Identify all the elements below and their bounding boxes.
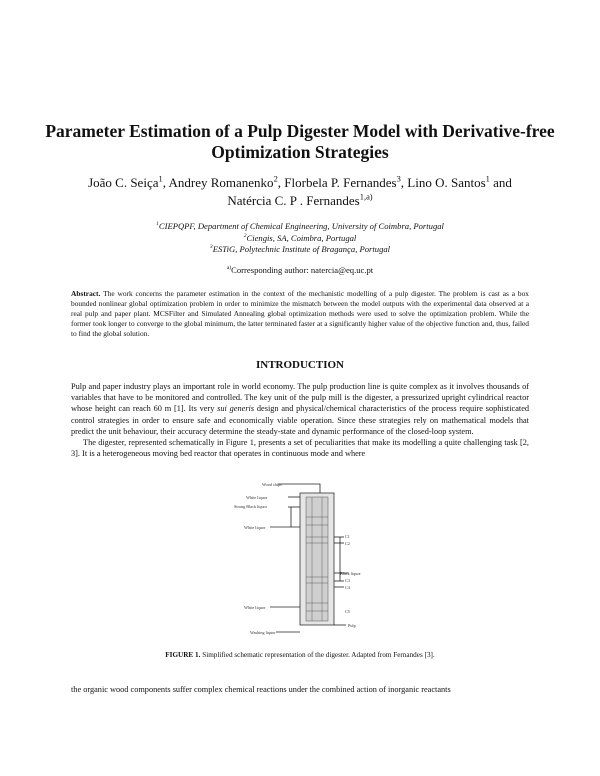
author-affil-mark: 1	[158, 173, 163, 184]
affil-mark: 3	[209, 244, 213, 251]
caption-text: Simplified schematic representation of the digester. Adapted from Fernandes [3].	[202, 651, 435, 659]
author-list: João C. Seiça$^1$, Andrey Romanenko$^2$, Florbela P. Fernandes$^3$, Lino O. Santos$^1$ and Natércia C. P . Fernandes$^{1,a)}$	[88, 173, 512, 208]
author-conjunction: and	[493, 175, 512, 190]
affiliations	[40, 221, 560, 256]
author-affil-mark: 1,a)	[359, 191, 373, 202]
author-affil-mark: 2	[273, 173, 278, 184]
affiliation-2: Ciengis, SA, Coimbra, Portugal	[246, 232, 357, 243]
author-affil-mark: 1	[485, 173, 490, 184]
abstract-text: The work concerns the parameter estimation in the context of the mechanistic modelling of a pulp digester. The problem is cast as a box bounded nonlinear global optimization problem in order to minimize the mismatch between the model outputs with the experimental data observed at a real pulp and paper plant. MCSFilter and Simulated Annealing global optimization methods were used to solve the optimization problem. While the former took longer to converge to the global minimum, the latter terminated faster at a significantly higher value of the objective function and, thus, failed to find the global solution.	[71, 289, 529, 339]
author-name: Natércia C. P . Fernandes	[227, 193, 360, 208]
paragraph-1-end: design and physical/chemical characteristics of the process require sophisticated control strategies in order to ensure safe and economically viable operation. Since these strategies rely on mathematical models that predict the unit behaviour, their accuracy determine the steady-state and dynamic performance of the closed-loop system.	[71, 404, 530, 436]
author-name: Andrey Romanenko	[168, 175, 274, 190]
affil-mark: 2	[243, 232, 247, 239]
label-c5: C5	[345, 609, 350, 614]
label-pulp: Pulp	[348, 623, 356, 628]
affiliation-1: CIEPQPF, Department of Chemical Engineering, University of Coimbra, Portugal	[158, 221, 444, 231]
affiliation-3: ESTiG, Polytechnic Institute of Bragança, Portugal	[212, 244, 391, 255]
paper-title: Parameter Estimation of a Pulp Digester Model with Derivative-free Optimization Strategies	[45, 121, 555, 162]
caption-label: FIGURE 1.	[165, 651, 201, 659]
label-c2: C2	[345, 541, 350, 546]
author-name: João C. Seiça	[88, 175, 159, 190]
abstract	[71, 289, 529, 339]
paragraph-2: The digester, represented schematically in Figure 1, presents a set of peculiarities that make its modelling a quite challenging task [2, 3]. It is a heterogeneous moving bed reactor that operates in continuous mode and where	[71, 438, 529, 459]
affil-mark: 1	[156, 221, 159, 228]
intro-body	[71, 381, 529, 459]
corresponding-author	[40, 265, 560, 276]
corresponding-author-text: Corresponding author: natercia@eq.uc.pt	[231, 265, 374, 275]
label-c3: C3	[345, 578, 350, 583]
vessel-inner	[306, 497, 328, 621]
author-affil-mark: 3	[396, 173, 401, 184]
label-c4: C4	[345, 585, 350, 590]
abstract-label: Abstract.	[71, 289, 101, 298]
author-name: Lino O. Santos	[407, 175, 486, 190]
label-white-liquor-low: White liquor	[244, 605, 266, 610]
paragraph-1-italic: sui generis	[217, 404, 255, 414]
figure-caption	[40, 650, 560, 660]
label-white-liquor-mid: White liquor	[244, 525, 266, 530]
label-white-liquor-top: White liquor	[246, 495, 268, 500]
label-c1: C1	[345, 534, 350, 539]
corr-mark: a)	[226, 265, 232, 272]
label-strong-black-liquor: Strong Black liquor	[234, 504, 268, 509]
digester-schematic	[228, 477, 378, 637]
paragraph-3: the organic wood components suffer complex chemical reactions under the combined action of inorganic reactants	[71, 685, 451, 694]
label-washing-liquor: Washing liquor	[250, 630, 276, 635]
paragraph-1	[71, 381, 529, 437]
paragraph-1-start: Pulp and paper industry plays an important role in world economy. The pulp production line is quite complex as it involves thousands of variables that have to be monitored and controlled. The key unit of the pulp mill is the digester, a pressurized upright cylindrical reactor whose height can reach 60 m [1]. Its very	[71, 382, 529, 414]
label-black-liquor: Black liquor	[340, 571, 361, 576]
label-wood-chips: Wood chips	[262, 482, 282, 487]
section-heading: INTRODUCTION	[255, 359, 344, 371]
author-name: Florbela P. Fernandes	[284, 175, 397, 190]
